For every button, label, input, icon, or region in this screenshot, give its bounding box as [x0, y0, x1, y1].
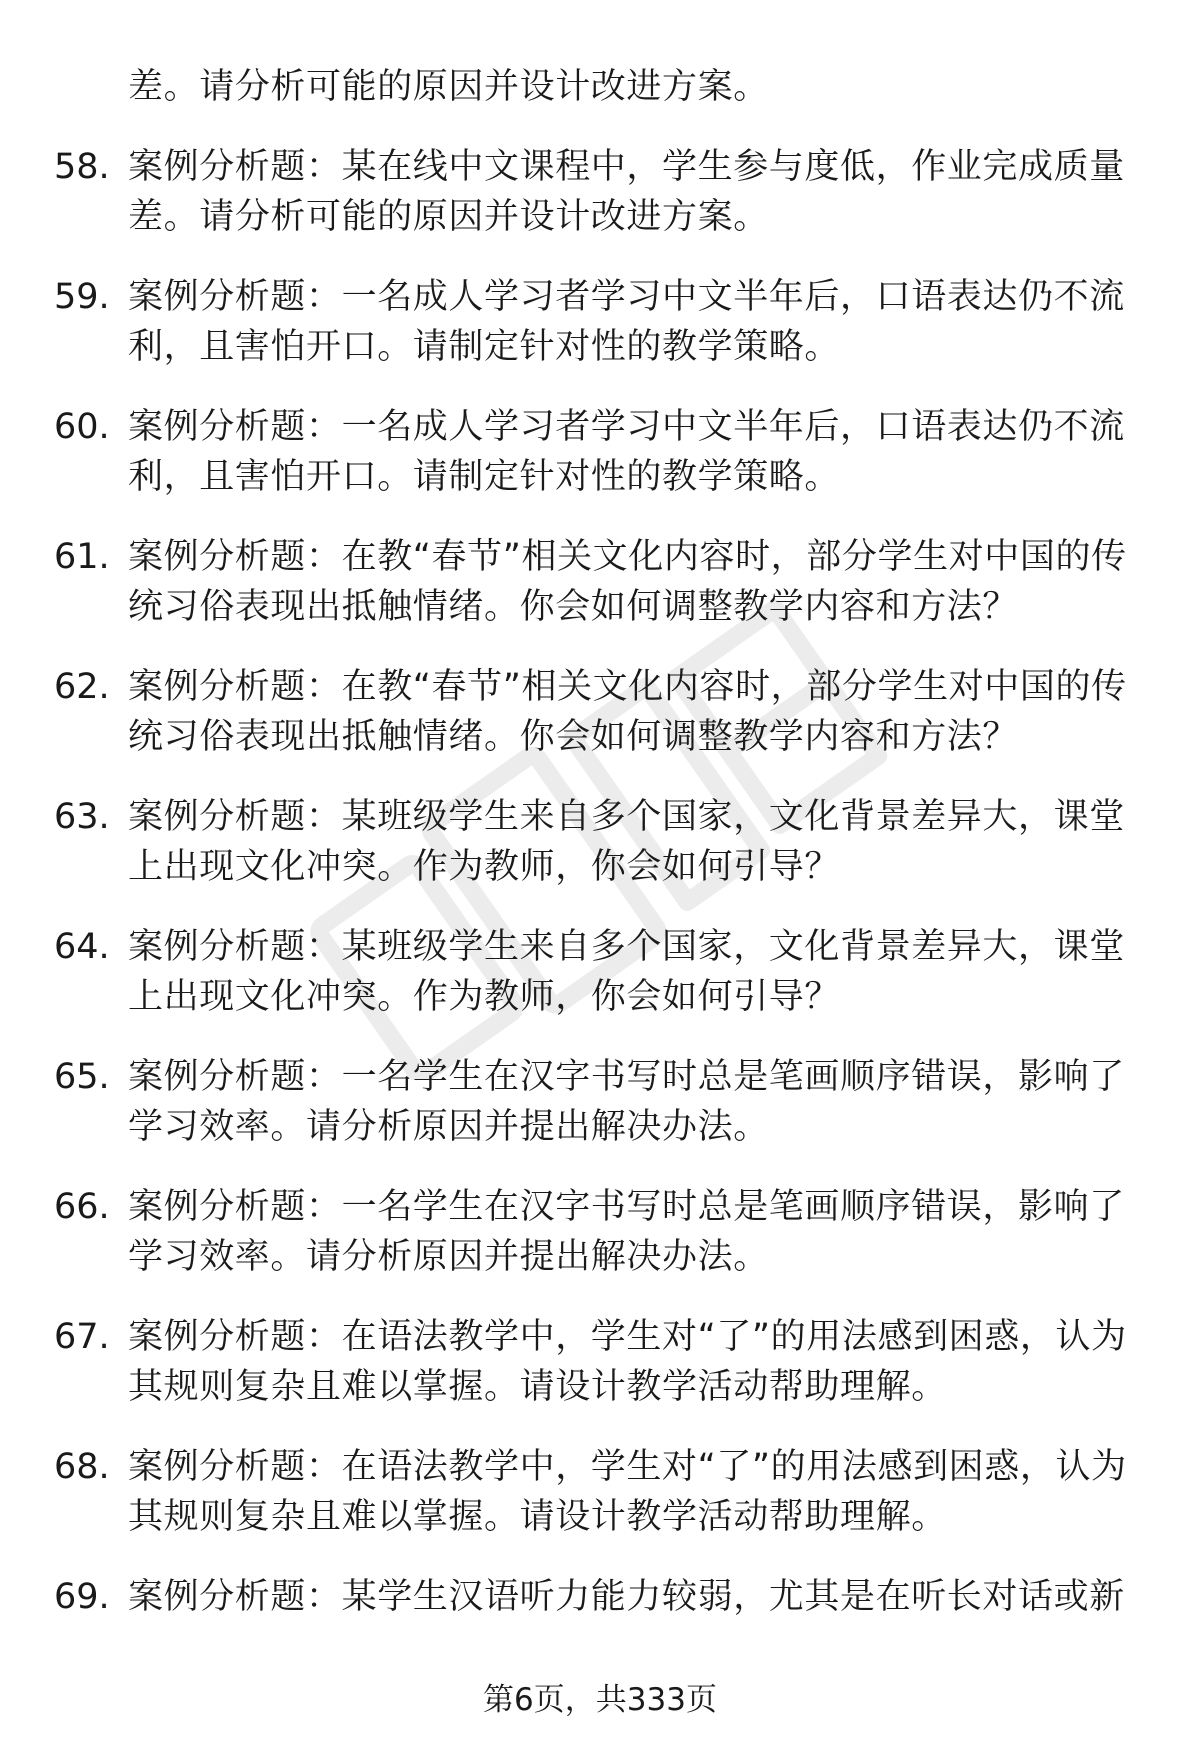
- question-text: 案例分析题：在教“春节”相关文化内容时，部分学生对中国的传统习俗表现出抵触情绪。你会如何调整教学内容和方法？: [128, 667, 1127, 757]
- question-text: 案例分析题：在语法教学中，学生对“了”的用法感到困惑，认为其规则复杂且难以掌握。请设计教学活动帮助理解。: [128, 1317, 1127, 1407]
- question-item-66: [0, 1182, 1200, 1312]
- question-number: 63.: [54, 797, 110, 837]
- question-text: 案例分析题：一名学生在汉字书写时总是笔画顺序错误，影响了学习效率。请分析原因并提出解决办法。: [128, 1187, 1125, 1277]
- question-text: 案例分析题：某在线中文课程中，学生参与度低，作业完成质量差。请分析可能的原因并设计改进方案。: [128, 147, 1125, 237]
- question-number: 59.: [54, 277, 110, 317]
- question-number: 62.: [54, 667, 110, 707]
- page-footer: 第6页，共333页: [483, 1682, 717, 1718]
- question-item-62: [0, 662, 1200, 792]
- question-number: 61.: [54, 537, 110, 577]
- question-item-64: [0, 922, 1200, 1052]
- question-number: 68.: [54, 1447, 110, 1487]
- question-number: 65.: [54, 1057, 110, 1097]
- question-number: 67.: [54, 1317, 110, 1357]
- question-item-68: [0, 1442, 1200, 1572]
- question-text: 案例分析题：某班级学生来自多个国家，文化背景差异大，课堂上出现文化冲突。作为教师，你会如何引导？: [128, 927, 1125, 1017]
- question-number: 58.: [54, 147, 110, 187]
- question-item-58: [0, 142, 1200, 272]
- question-text: 案例分析题：一名成人学习者学习中文半年后，口语表达仍不流利，且害怕开口。请制定针对性的教学策略。: [128, 407, 1125, 497]
- question-item-65: [0, 1052, 1200, 1182]
- question-item-61: [0, 532, 1200, 662]
- question-text: 案例分析题：在语法教学中，学生对“了”的用法感到困惑，认为其规则复杂且难以掌握。请设计教学活动帮助理解。: [128, 1447, 1127, 1537]
- question-item-67: [0, 1312, 1200, 1442]
- question-text: 案例分析题：某学生汉语听力能力较弱，尤其是在听长对话或新: [128, 1577, 1125, 1617]
- question-text: 案例分析题：一名学生在汉字书写时总是笔画顺序错误，影响了学习效率。请分析原因并提出解决办法。: [128, 1057, 1125, 1147]
- question-text: 案例分析题：一名成人学习者学习中文半年后，口语表达仍不流利，且害怕开口。请制定针对性的教学策略。: [128, 277, 1125, 367]
- question-text: 案例分析题：某班级学生来自多个国家，文化背景差异大，课堂上出现文化冲突。作为教师，你会如何引导？: [128, 797, 1125, 887]
- continued-question-text: 差。请分析可能的原因并设计改进方案。: [128, 67, 769, 107]
- question-number: 66.: [54, 1187, 110, 1227]
- question-number: 64.: [54, 927, 110, 967]
- question-item-63: [0, 792, 1200, 922]
- question-number: 69.: [54, 1577, 110, 1617]
- question-list: [0, 142, 1200, 1702]
- question-text: 案例分析题：在教“春节”相关文化内容时，部分学生对中国的传统习俗表现出抵触情绪。你会如何调整教学内容和方法？: [128, 537, 1127, 627]
- question-number: 60.: [54, 407, 110, 447]
- question-item-59: [0, 272, 1200, 402]
- question-item-60: [0, 402, 1200, 532]
